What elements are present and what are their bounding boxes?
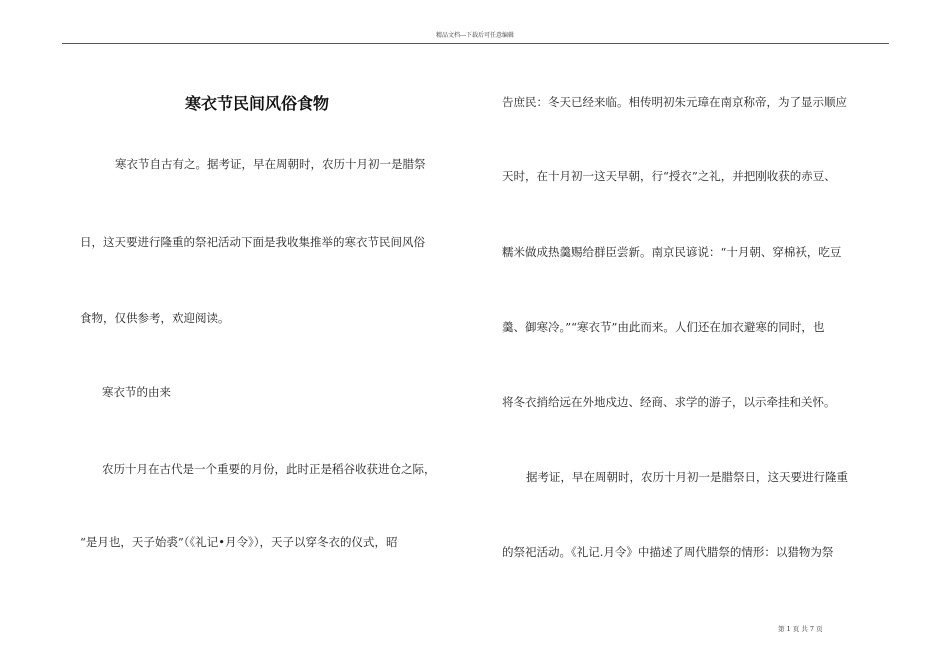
right-line-7: 的祭祀活动。《礼记.月令》中描述了周代腊祭的情形：以猎物为祭 [502,545,834,559]
article-title: 寒衣节民间风俗食物 [184,94,329,113]
section-heading: 寒衣节的由来 [102,385,171,399]
right-line-4: 羹、御寒冷。”“寒衣节”由此而来。人们还在加衣避寒的同时，也 [502,320,825,334]
right-line-5: 将冬衣捎给远在外地戍边、经商、求学的游子，以示牵挂和关怀。 [502,395,836,409]
page-number: 第 1 页 共 7 页 [778,625,823,633]
left-line-2: 日，这天要进行隆重的祭祀活动下面是我收集推举的寒衣节民间风俗 [80,235,425,249]
left-line-3: 食物，仅供参考，欢迎阅读。 [80,311,230,325]
right-line-1: 告庶民：冬天已经来临。相传明初朱元璋在南京称帝，为了显示顺应 [502,95,847,109]
right-line-6: 据考证，早在周朝时，农历十月初一是腊祭日，这天要进行隆重 [526,470,848,484]
left-line-1: 寒衣节自古有之。据考证，早在周朝时，农历十月初一是腊祭 [115,157,426,171]
right-line-3: 糯米做成热羹赐给群臣尝新。南京民谚说：“十月朝、穿棉袄，吃豆 [502,245,842,259]
left-line-5: 农历十月在古代是一个重要的月份，此时正是稻谷收获进仓之际， [102,462,436,476]
left-line-6: “是月也，天子始裘”（《礼记•月令》），天子以穿冬衣的仪式，昭 [80,535,398,549]
page-header: 精品文档---下载后可任意编辑 [435,32,515,39]
right-line-2: 天时，在十月初一这天早朝，行“授衣”之礼，并把刚收获的赤豆、 [502,169,836,183]
header-divider [62,43,889,44]
